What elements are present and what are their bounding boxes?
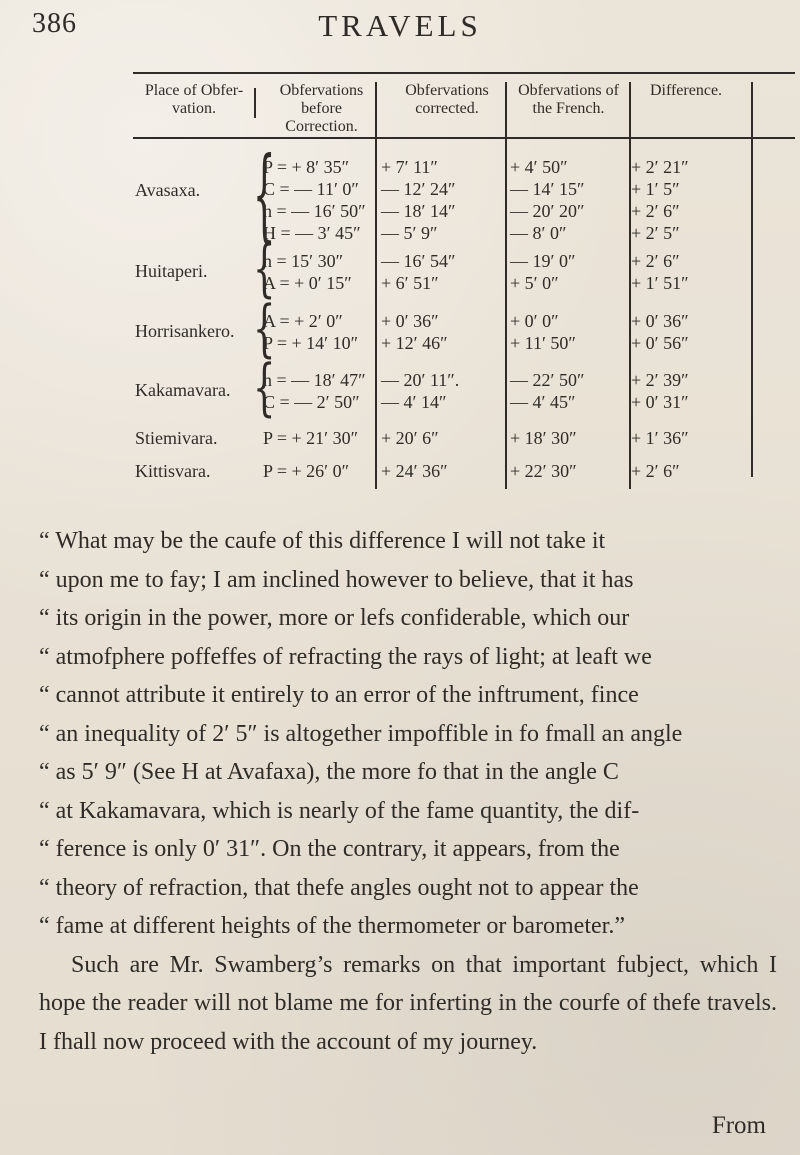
cell-before: h = — 16′ 50″ [263, 201, 366, 221]
cell-before: C = — 2′ 50″ [263, 392, 360, 412]
row-brace: { [253, 231, 276, 305]
value-line [263, 427, 795, 449]
closing-paragraph: Such are Mr. Swamberg’s remarks on that important fubject, which I hope the reader will not blame me for inferting in the courfe of thefe travels. I fhall now proceed with the account of my journey. [39, 951, 777, 1055]
cell-before: A = + 2′ 0″ [263, 311, 343, 331]
cell-difference: + 2′ 21″ [631, 157, 689, 177]
cell-corrected: + 12′ 46″ [381, 333, 448, 353]
cell-corrected: — 5′ 9″ [381, 223, 438, 243]
page-header [0, 8, 800, 48]
cell-difference: + 2′ 6″ [631, 251, 680, 271]
cell-difference: + 2′ 6″ [631, 201, 680, 221]
quoted-text-line: “ theory of refraction, that thefe angles ought not to appear the [39, 874, 639, 901]
quoted-text-line: “ as 5′ 9″ (See H at Avafaxa), the more fo that in the angle C [39, 759, 619, 785]
cell-before: P = + 21′ 30″ [263, 428, 359, 448]
table-row-stiemivara [133, 427, 795, 461]
cell-corrected: — 4′ 14″ [381, 392, 447, 412]
cell-before: P = + 26′ 0″ [263, 461, 350, 481]
cell-difference: + 1′ 51″ [631, 273, 689, 293]
cell-french: — 19′ 0″ [510, 251, 576, 271]
row-brace: { [253, 350, 276, 424]
cell-french: — 4′ 45″ [510, 392, 576, 412]
value-line [263, 310, 795, 332]
value-line [263, 332, 795, 354]
place-name-horrisankero: Horrisankero. [135, 321, 235, 341]
table-row-kittisvara [133, 460, 795, 494]
header-difference [626, 82, 746, 100]
table-header-rule [133, 137, 795, 139]
cell-difference: + 1′ 5″ [631, 179, 680, 199]
quoted-text-line: “ fame at different heights of the thermometer or barometer.” [39, 913, 625, 939]
row-brace: { [253, 135, 276, 253]
body-text [39, 522, 777, 1061]
cell-french: + 11′ 50″ [510, 333, 576, 353]
row-values [263, 250, 795, 294]
table-top-rule [133, 72, 795, 74]
table-row-horrisankero [133, 291, 795, 365]
catchword: From [711, 1112, 766, 1139]
cell-before: n = 15′ 30″ [263, 251, 344, 271]
cell-corrected: + 24′ 36″ [381, 461, 448, 481]
page-number: 386 [32, 8, 77, 39]
cell-difference: + 1′ 36″ [631, 428, 689, 448]
header-observations-before-correction [260, 82, 383, 136]
header-corrected-label: Obfervations corrected. [405, 82, 489, 117]
value-line [263, 156, 795, 178]
cell-corrected: + 6′ 51″ [381, 273, 439, 293]
cell-french: — 14′ 15″ [510, 179, 585, 199]
row-values [263, 369, 795, 413]
cell-before: A = + 0′ 15″ [263, 273, 352, 293]
value-line [263, 460, 795, 482]
quoted-text-line: “ its origin in the power, more or lefs confiderable, which our [39, 605, 630, 631]
value-line [263, 369, 795, 391]
quoted-text-line: “ upon me to fay; I am inclined however to believe, that it has [39, 566, 634, 593]
value-line [263, 200, 795, 222]
quoted-text-line: “ atmofphere poffeffes of refracting the rays of light; at leaft we [39, 643, 652, 670]
cell-french: + 22′ 30″ [510, 461, 577, 481]
cell-french: + 0′ 0″ [510, 311, 559, 331]
cell-french: — 20′ 20″ [510, 201, 585, 221]
row-brace: { [253, 291, 276, 365]
cell-difference: + 2′ 5″ [631, 223, 680, 243]
table-row-avasaxa [133, 135, 795, 253]
row-values [263, 427, 795, 449]
cell-corrected: — 16′ 54″ [381, 251, 456, 271]
cell-before: P = + 14′ 10″ [263, 333, 359, 353]
header-observations-of-french [511, 82, 626, 118]
value-line [263, 272, 795, 294]
quoted-text-line: “ at Kakamavara, which is nearly of the fame quantity, the dif- [39, 797, 640, 824]
header-place-label: Place of Obfer- vation. [144, 82, 244, 117]
cell-corrected: — 20′ 11″. [381, 370, 460, 390]
cell-before: n = — 18′ 47″ [263, 370, 366, 390]
cell-corrected: — 12′ 24″ [381, 179, 456, 199]
cell-difference: + 0′ 31″ [631, 392, 689, 412]
value-line [263, 222, 795, 244]
header-observations-corrected [383, 82, 511, 118]
place-name-avasaxa: Avasaxa. [135, 180, 201, 200]
cell-french: — 8′ 0″ [510, 223, 567, 243]
row-values [263, 310, 795, 354]
quoted-text-line: “ What may be the caufe of this difference I will not take it [39, 528, 606, 554]
header-difference-label: Difference. [649, 82, 723, 99]
header-place-of-observation [133, 82, 255, 118]
cell-french: — 22′ 50″ [510, 370, 585, 390]
header-french-label: Obfervations of the French. [518, 82, 619, 117]
value-line [263, 391, 795, 413]
cell-french: + 5′ 0″ [510, 273, 559, 293]
cell-corrected: + 0′ 36″ [381, 311, 439, 331]
table-row-kakamavara [133, 350, 795, 424]
cell-french: + 18′ 30″ [510, 428, 577, 448]
place-name-stiemivara: Stiemivara. [135, 428, 218, 448]
place-name-kittisvara: Kittisvara. [135, 461, 211, 481]
cell-difference: + 2′ 39″ [631, 370, 689, 390]
cell-before: P = + 8′ 35″ [263, 157, 350, 177]
cell-difference: + 0′ 56″ [631, 333, 689, 353]
quoted-text-line: “ cannot attribute it entirely to an error of the inftrument, fince [39, 682, 639, 708]
quoted-text-line: “ an inequality of 2′ 5″ is altogether impoffible in fo fmall an angle [39, 720, 683, 747]
cell-before: H = — 3′ 45″ [263, 223, 361, 243]
observations-table [133, 72, 795, 490]
cell-corrected: — 18′ 14″ [381, 201, 456, 221]
place-name-huitaperi: Huitaperi. [135, 261, 208, 281]
cell-difference: + 0′ 36″ [631, 311, 689, 331]
column-rule-1 [254, 88, 256, 118]
cell-corrected: + 7′ 11″ [381, 157, 438, 177]
header-before-label: Obfervations before Correction. [279, 82, 364, 135]
value-line [263, 250, 795, 272]
cell-corrected: + 20′ 6″ [381, 428, 439, 448]
value-line [263, 178, 795, 200]
cell-difference: + 2′ 6″ [631, 461, 680, 481]
cell-french: + 4′ 50″ [510, 157, 568, 177]
quoted-text-line: “ ference is only 0′ 31″. On the contrary, it appears, from the [39, 836, 620, 862]
row-values [263, 460, 795, 482]
running-head: TRAVELS [318, 8, 482, 43]
place-name-kakamavara: Kakamavara. [135, 380, 231, 400]
cell-before: C = — 11′ 0″ [263, 179, 359, 199]
row-values [263, 156, 795, 244]
